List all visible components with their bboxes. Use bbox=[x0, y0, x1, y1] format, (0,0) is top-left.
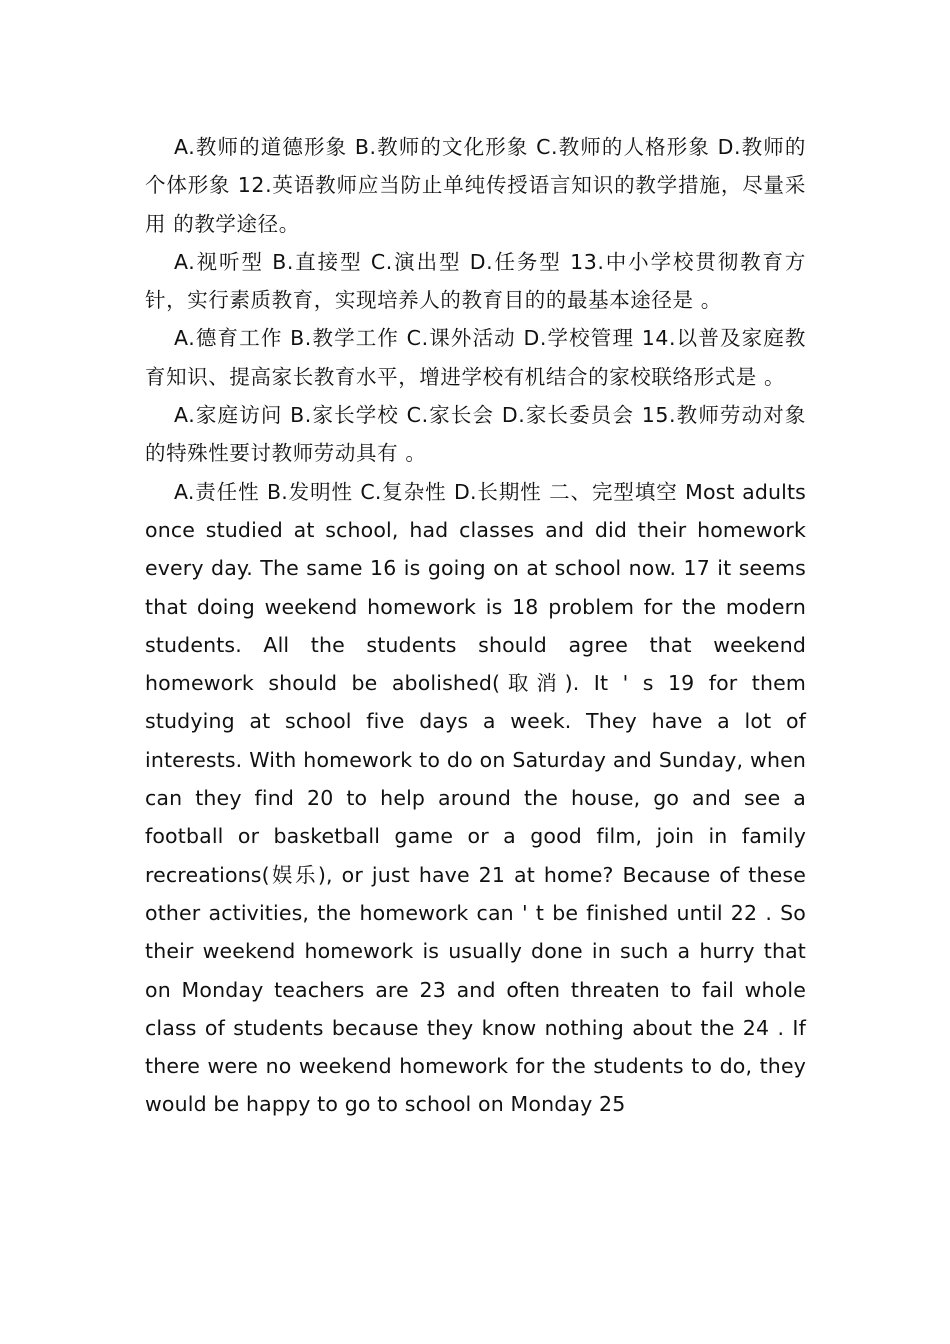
document-body bbox=[145, 128, 806, 1124]
question-13-options-and-question-14: A.德育工作 B.教学工作 C.课外活动 D.学校管理 14.以普及家庭教育知识、提高家长教育水平，增进学校有机结合的家校联络形式是 。 bbox=[145, 326, 806, 389]
question-11-options-and-question-12: A.教师的道德形象 B.教师的文化形象 C.教师的人格形象 D.教师的个体形象 12.英语教师应当防止单纯传授语言知识的教学措施，尽量采用 的教学途径。 bbox=[145, 135, 806, 236]
question-14-options-and-question-15: A.家庭访问 B.家长学校 C.家长会 D.家长委员会 15.教师劳动对象的特殊性要讨教师劳动具有 。 bbox=[145, 403, 806, 466]
question-15-options-and-cloze-passage: A.责任性 B.发明性 C.复杂性 D.长期性 二、完型填空 Most adults once studied at school, had classes and did their homework every day. The same 16 is going on at school now. 17 it seems that doing weekend homework is 18 problem for the modern students. All the students should agree that weekend homework should be abolished(取消). It ' s 19 for them studying at school five days a week. They have a lot of interests. With homework to do on Saturday and Sunday, when can they find 20 to help around the house, go and see a football or basketball game or a good film, join in family recreations(娱乐), or just have 21 at home? Because of these other activities, the homework can ' t be finished until 22 . So their weekend homework is usually done in such a hurry that on Monday teachers are 23 and often threaten to fail whole class of students because they know nothing about the 24 . If there were no weekend homework for the students to do, they would be happy to go to school on Monday 25 bbox=[145, 479, 806, 1117]
question-12-options-and-question-13: A.视听型 B.直接型 C.演出型 D.任务型 13.中小学校贯彻教育方针，实行素质教育，实现培养人的教育目的的最基本途径是 。 bbox=[145, 249, 806, 313]
